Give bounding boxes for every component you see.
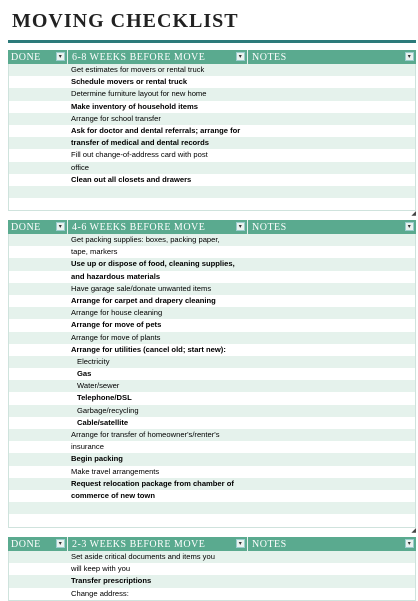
task-cell: will keep with you <box>71 564 131 574</box>
task-cell: Change address: <box>71 588 129 598</box>
task-cell: Make travel arrangements <box>71 466 160 476</box>
filter-dropdown-icon[interactable]: ▾ <box>405 52 414 61</box>
task-cell <box>69 186 249 198</box>
table-row <box>9 271 415 283</box>
notes-cell[interactable] <box>249 453 415 465</box>
table-row <box>9 307 415 319</box>
table-row <box>9 514 415 526</box>
done-cell[interactable] <box>9 514 69 526</box>
notes-cell[interactable] <box>249 113 415 125</box>
title-divider <box>8 40 416 43</box>
table-row <box>9 478 415 490</box>
task-cell <box>69 198 249 210</box>
task-cell: Arrange for move of pets <box>71 320 162 330</box>
notes-cell[interactable] <box>249 368 415 380</box>
notes-cell[interactable] <box>249 198 415 210</box>
done-cell[interactable] <box>9 478 69 490</box>
done-cell[interactable] <box>9 88 69 100</box>
notes-cell[interactable] <box>249 271 415 283</box>
notes-cell[interactable] <box>249 88 415 100</box>
task-column-header-label: 4-6 WEEKS BEFORE MOVE <box>72 221 206 233</box>
table-row <box>9 64 415 76</box>
done-cell[interactable] <box>9 113 69 125</box>
task-cell: transfer of medical and dental records <box>71 138 209 148</box>
notes-column-header-label: NOTES <box>252 221 287 233</box>
notes-cell[interactable] <box>249 514 415 526</box>
done-cell[interactable] <box>9 283 69 295</box>
table-row <box>9 575 415 587</box>
task-column-header-label: 2-3 WEEKS BEFORE MOVE <box>72 538 206 550</box>
done-cell[interactable] <box>9 186 69 198</box>
task-cell <box>69 514 249 526</box>
task-cell: Make inventory of household items <box>71 101 199 111</box>
task-cell: Clean out all closets and drawers <box>71 174 192 184</box>
table-row <box>9 137 415 149</box>
done-cell[interactable] <box>9 174 69 186</box>
task-cell: Schedule movers or rental truck <box>71 77 188 87</box>
done-cell[interactable] <box>9 198 69 210</box>
table-row <box>9 380 415 392</box>
notes-cell[interactable] <box>249 258 415 270</box>
task-cell: Ask for doctor and dental referrals; arrange for <box>71 125 241 135</box>
done-cell[interactable] <box>9 101 69 113</box>
notes-cell[interactable] <box>249 429 415 441</box>
notes-cell[interactable] <box>249 575 415 587</box>
notes-cell[interactable] <box>249 76 415 88</box>
filter-dropdown-icon[interactable]: ▾ <box>236 222 245 231</box>
done-column-header <box>8 220 68 234</box>
done-cell[interactable] <box>9 271 69 283</box>
task-cell: insurance <box>71 442 104 452</box>
task-cell: Get packing supplies: boxes, packing paper, <box>71 235 220 244</box>
filter-dropdown-icon[interactable]: ▾ <box>405 539 414 548</box>
notes-column-header <box>248 537 416 551</box>
done-cell[interactable] <box>9 380 69 392</box>
table-row <box>9 76 415 88</box>
notes-cell[interactable] <box>249 295 415 307</box>
notes-cell[interactable] <box>249 502 415 514</box>
done-cell[interactable] <box>9 162 69 174</box>
task-column-header-label: 6-8 WEEKS BEFORE MOVE <box>72 51 206 63</box>
filter-dropdown-icon[interactable]: ▾ <box>56 539 65 548</box>
table-row <box>9 319 415 331</box>
done-cell[interactable] <box>9 588 69 600</box>
done-cell[interactable] <box>9 137 69 149</box>
table-row <box>9 113 415 125</box>
notes-cell[interactable] <box>249 137 415 149</box>
task-cell: Garbage/recycling <box>77 405 139 415</box>
notes-cell[interactable] <box>249 125 415 137</box>
done-cell[interactable] <box>9 466 69 478</box>
notes-cell[interactable] <box>249 344 415 356</box>
done-cell[interactable] <box>9 429 69 441</box>
table-row <box>9 295 415 307</box>
section-rows <box>8 234 416 528</box>
notes-cell[interactable] <box>249 417 415 429</box>
done-cell[interactable] <box>9 551 69 563</box>
table-row <box>9 502 415 514</box>
task-column-header <box>68 50 248 64</box>
notes-cell[interactable] <box>249 234 415 246</box>
table-row <box>9 356 415 368</box>
done-cell[interactable] <box>9 307 69 319</box>
task-cell: Set aside critical documents and items you <box>71 552 215 561</box>
notes-cell[interactable] <box>249 174 415 186</box>
notes-cell[interactable] <box>249 466 415 478</box>
notes-column-header <box>248 50 416 64</box>
task-cell: Request relocation package from chamber of <box>71 478 234 488</box>
table-row <box>9 125 415 137</box>
table-row <box>9 186 415 198</box>
table-row <box>9 246 415 258</box>
table-row <box>9 417 415 429</box>
notes-column-header <box>248 220 416 234</box>
task-column-header <box>68 220 248 234</box>
table-row <box>9 88 415 100</box>
filter-dropdown-icon[interactable]: ▾ <box>405 222 414 231</box>
notes-column-header-label: NOTES <box>252 538 287 550</box>
done-cell[interactable] <box>9 344 69 356</box>
table-row <box>9 392 415 404</box>
task-cell: Electricity <box>77 356 110 366</box>
task-cell: Cable/satellite <box>77 417 129 427</box>
task-cell: Arrange for transfer of homeowner's/renter's <box>71 430 220 439</box>
done-cell[interactable] <box>9 246 69 258</box>
task-cell: Transfer prescriptions <box>71 576 152 586</box>
done-column-header-label: DONE <box>11 538 41 550</box>
notes-cell[interactable] <box>249 186 415 198</box>
task-cell: Arrange for carpet and drapery cleaning <box>71 295 216 305</box>
done-column-header-label: DONE <box>11 221 41 233</box>
task-cell: Fill out change-of-address card with post <box>71 150 208 160</box>
task-cell: Telephone/DSL <box>77 393 132 403</box>
section-header <box>8 220 416 234</box>
done-cell[interactable] <box>9 563 69 575</box>
table-resize-handle-icon[interactable]: ◢ <box>411 210 416 218</box>
table-row <box>9 149 415 161</box>
table-row <box>9 588 415 600</box>
table-row <box>9 429 415 441</box>
table-row <box>9 490 415 502</box>
task-column-header <box>68 537 248 551</box>
notes-cell[interactable] <box>249 283 415 295</box>
notes-cell[interactable] <box>249 307 415 319</box>
done-cell[interactable] <box>9 453 69 465</box>
notes-cell[interactable] <box>249 551 415 563</box>
table-row <box>9 441 415 453</box>
checklist-section <box>8 537 416 601</box>
task-cell: commerce of new town <box>71 490 155 500</box>
task-cell: Water/sewer <box>77 381 120 391</box>
table-resize-handle-icon[interactable]: ◢ <box>411 526 416 534</box>
table-row <box>9 283 415 295</box>
done-cell[interactable] <box>9 417 69 429</box>
done-cell[interactable] <box>9 441 69 453</box>
done-cell[interactable] <box>9 405 69 417</box>
done-cell[interactable] <box>9 125 69 137</box>
done-column-header <box>8 50 68 64</box>
notes-cell[interactable] <box>249 162 415 174</box>
done-cell[interactable] <box>9 502 69 514</box>
done-cell[interactable] <box>9 356 69 368</box>
notes-cell[interactable] <box>249 101 415 113</box>
table-row <box>9 101 415 113</box>
notes-cell[interactable] <box>249 478 415 490</box>
notes-cell[interactable] <box>249 356 415 368</box>
task-cell: Use up or dispose of food, cleaning supplies, <box>71 259 235 269</box>
table-row <box>9 174 415 186</box>
task-cell: and hazardous materials <box>71 271 161 281</box>
notes-cell[interactable] <box>249 319 415 331</box>
notes-cell[interactable] <box>249 246 415 258</box>
notes-cell[interactable] <box>249 380 415 392</box>
task-cell: Gas <box>77 369 92 379</box>
table-row <box>9 198 415 210</box>
done-cell[interactable] <box>9 392 69 404</box>
table-row <box>9 551 415 563</box>
section-header <box>8 537 416 551</box>
table-row <box>9 453 415 465</box>
table-row <box>9 466 415 478</box>
done-cell[interactable] <box>9 319 69 331</box>
notes-cell[interactable] <box>249 64 415 76</box>
section-header <box>8 50 416 64</box>
done-cell[interactable] <box>9 575 69 587</box>
task-cell: Have garage sale/donate unwanted items <box>71 283 212 293</box>
task-cell: Get estimates for movers or rental truck <box>71 65 205 74</box>
notes-cell[interactable] <box>249 563 415 575</box>
task-cell: Arrange for school transfer <box>71 113 161 123</box>
done-cell[interactable] <box>9 76 69 88</box>
task-cell: Determine furniture layout for new home <box>71 89 207 99</box>
table-row <box>9 344 415 356</box>
notes-cell[interactable] <box>249 392 415 404</box>
table-row <box>9 405 415 417</box>
filter-dropdown-icon[interactable]: ▾ <box>56 222 65 231</box>
checklist-section <box>8 50 416 218</box>
task-cell: office <box>71 162 90 172</box>
table-row <box>9 368 415 380</box>
section-rows <box>8 64 416 211</box>
task-cell: Arrange for house cleaning <box>71 308 163 318</box>
filter-dropdown-icon[interactable]: ▾ <box>236 539 245 548</box>
done-column-header <box>8 537 68 551</box>
page-title: MOVING CHECKLIST <box>12 10 239 32</box>
section-rows <box>8 551 416 601</box>
done-column-header-label: DONE <box>11 51 41 63</box>
task-cell: Arrange for move of plants <box>71 332 161 342</box>
notes-cell[interactable] <box>249 405 415 417</box>
table-row <box>9 234 415 246</box>
task-cell: Begin packing <box>71 454 123 464</box>
done-cell[interactable] <box>9 234 69 246</box>
table-row <box>9 332 415 344</box>
notes-cell[interactable] <box>249 441 415 453</box>
done-cell[interactable] <box>9 332 69 344</box>
done-cell[interactable] <box>9 368 69 380</box>
notes-cell[interactable] <box>249 149 415 161</box>
done-cell[interactable] <box>9 490 69 502</box>
filter-dropdown-icon[interactable]: ▾ <box>56 52 65 61</box>
done-cell[interactable] <box>9 64 69 76</box>
done-cell[interactable] <box>9 258 69 270</box>
table-row <box>9 563 415 575</box>
notes-cell[interactable] <box>249 332 415 344</box>
notes-column-header-label: NOTES <box>252 51 287 63</box>
notes-cell[interactable] <box>249 588 415 600</box>
notes-cell[interactable] <box>249 490 415 502</box>
task-cell: Arrange for utilities (cancel old; start new): <box>71 344 226 354</box>
filter-dropdown-icon[interactable]: ▾ <box>236 52 245 61</box>
table-row <box>9 258 415 270</box>
done-cell[interactable] <box>9 149 69 161</box>
table-row <box>9 162 415 174</box>
task-cell <box>69 502 249 514</box>
checklist-section <box>8 220 416 534</box>
done-cell[interactable] <box>9 295 69 307</box>
task-cell: tape, markers <box>71 247 118 257</box>
